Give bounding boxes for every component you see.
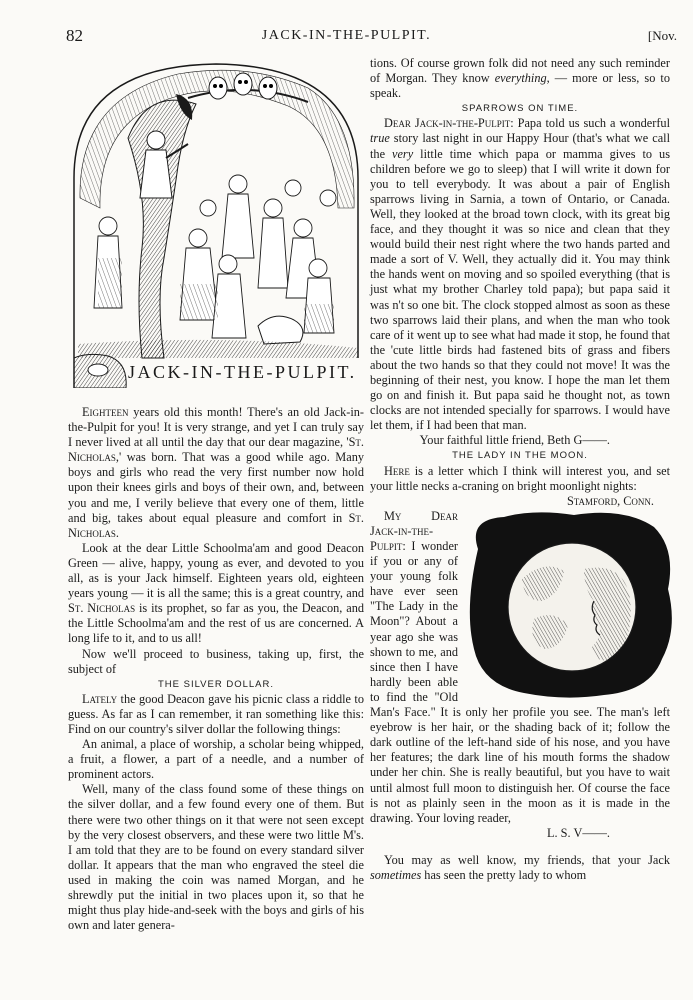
signature-lsv: L. S. V——. <box>547 825 610 840</box>
paragraph-business: Now we'll proceed to business, taking up, first, the subject of <box>68 646 364 676</box>
section-heading-lady-in-moon: THE LADY IN THE MOON. <box>452 450 588 462</box>
running-title: JACK-IN-THE-PULPIT. <box>261 28 432 43</box>
paragraph-generations: tions. Of course grown folk did not need any such reminder of Morgan. They know everything, — more or less, so to speak. <box>370 56 670 101</box>
paragraph-schoolmaam: Look at the dear Little Schoolma'am and good Deacon Green — alive, happy, young as ever, and devoted to you all, as is your Jack himself. Eighteen years old, eighteen years young — it is all the same; this is a great country, and St. Nicholas is its prophet, so far as you, the Deacon, and the Little Schoolma'am and the rest of us are concerned. A long life to it, and to us all! <box>68 540 364 646</box>
paragraph-letter-intro: Here is a letter which I think will interest you, and set your little necks a-craning on bright moonlight nights: <box>370 463 670 493</box>
dateline-place: Stamford, Conn. <box>566 493 654 508</box>
letter-sparrows: Dear Jack-in-the-Pulpit: Papa told us such a wonderful true story last night in our Happy Hour (that's what we call the very little time which papa or mamma gives to us children before we go to sleep) that I will write it down for you to tell everybody. It was about a pair of English sparrows living in Sarnia, a town of Ontario, or Canada. Well, they looked at the broad town clock, with its great big face, and they thought it was so nice and clean that they would build their nest right where the two hands parted and made a sort of V. Well, they actually did it. You may think the hands went on moving and so spoiled everything (that is just what my brother Charley told papa); but papa said it was n't so one bit. The clock stopped almost as soon as these two sparrows laid their plans, and when the man who took care of it went up to see what had made it stop, he found that the 'cute little birds had fastened bits of grass and fibers about the two hands so that they could not move! It was the beginning of their nest, you know. I hope the man let them go on and finish it. But papa said he thought not, as town clocks are not intended specially for sparrows. I would have let them, if I had been that man. <box>370 116 670 433</box>
signature-beth: Your faithful little friend, Beth G——. <box>419 433 610 448</box>
left-column <box>68 405 364 933</box>
paragraph-riddle: Lately the good Deacon gave his picnic class a riddle to guess. As far as I can remember, it ran something like this: Find on our country's silver dollar the following things: <box>68 691 364 736</box>
moon-illustration <box>464 509 676 699</box>
running-header <box>0 26 693 46</box>
illustration-title: JACK-IN-THE-PULPIT. <box>128 362 357 382</box>
section-heading-sparrows: SPARROWS ON TIME. <box>461 103 579 115</box>
paragraph-morgan: Well, many of the class found some of these things on the silver dollar, and a few found every one of them. But there were two other things on it that were not seen except by the very closest observers, and these were two little M's. I am told that they are to be found on every standard silver dollar. It appears that the man who engraved the steel die used in making the coin was named Morgan, and he shrewdly put the initial in two places upon it, so that he might thus play hide-and-seek with the boys and girls of his own and later genera- <box>68 782 364 933</box>
right-column <box>370 56 670 883</box>
letter-lady-in-moon: My Dear Jack-in-the-Pulpit: I wonder if you or any of your young folk have ever seen "The Lady in the Moon"? About a year ago she was shown to me, and since then I have hardly been able to find the "Old Man's Face." It is only her profile you see. The man's left eyebrow is her hair, or the shading back of it; follow the dark outline of the left-hand side of his nose, and you have her features; the dark line of his mouth forms the shadow under her chin. She is really beautiful, but you have to wait until almost full moon to distinguish her. Of course the face is not as plainly seen in the moon as it is made in the drawing. Your loving reader, <box>370 509 670 826</box>
paragraph-closing: You may as well know, my friends, that your Jack sometimes has seen the pretty lady to whom <box>370 852 670 882</box>
jack-in-the-pulpit-illustration <box>68 58 364 388</box>
section-heading-silver-dollar: THE SILVER DOLLAR. <box>157 678 275 690</box>
paragraph-riddle-items: An animal, a place of worship, a scholar being whipped, a fruit, a flower, a part of a needle, and a number of prominent actors. <box>68 737 364 782</box>
page-number: 82 <box>66 26 83 45</box>
issue-label: [Nov. <box>647 28 677 43</box>
paragraph-eighteen-years: Eighteen years old this month! There's an old Jack-in-the-Pulpit for you! It is very strange, and yet I can truly say I never lived at all until the day that our dear magazine, 'St. Nicholas,' was born. That was a good while ago. Many boys and girls who read the very first number now hold upon their knees girls and boys of their own, and, between you and me, I verily believe that every one of them, little and big, takes about equal pleasure and comfort in St. Nicholas. <box>68 405 364 540</box>
